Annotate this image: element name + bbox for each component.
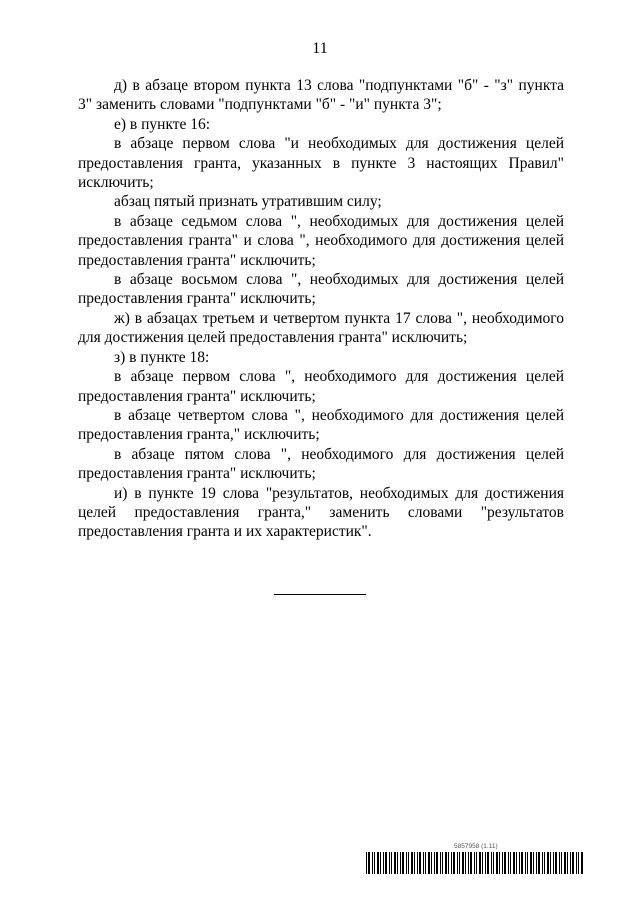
document-code: 5857958 (1.11)	[454, 843, 498, 850]
closing-divider	[274, 594, 366, 595]
document-body	[78, 76, 564, 542]
paragraph-e-4: в абзаце восьмом слова ", необходимых для достижения целей предоставления гранта" исключить;	[78, 271, 564, 308]
paragraph-z-3: в абзаце пятом слова ", необходимого для достижения целей предоставления гранта" исключить;	[78, 445, 564, 483]
document-code-area	[366, 843, 586, 874]
paragraph-i: и) в пункте 19 слова "результатов, необходимых для достижения целей предоставления гранта," заменить словами "результатов предоставления гранта и их характеристик".	[78, 484, 564, 541]
paragraph-e-2: абзац пятый признать утратившим силу;	[114, 193, 382, 211]
paragraph-e-1: в абзаце первом слова "и необходимых для достижения целей предоставления гранта, указанных в пункте 3 настоящих Правил" исключить;	[78, 135, 564, 192]
paragraph-d: д) в абзаце втором пункта 13 слова "подпунктами "б" - "з" пункта 3" заменить словами "подпунктами "б" - "и" пункта 3";	[78, 77, 564, 114]
paragraph-e-3: в абзаце седьмом слова ", необходимых для достижения целей предоставления гранта" и слова ", необходимого для достижения целей предоставления гранта" исключить;	[78, 212, 564, 269]
paragraph-z: з) в пункте 18:	[114, 348, 210, 366]
paragraph-z-2: в абзаце четвертом слова ", необходимого для достижения целей предоставления гранта," исключить;	[78, 406, 564, 444]
paragraph-e: е) в пункте 16:	[114, 115, 211, 133]
barcode-icon	[366, 852, 586, 874]
paragraph-z-1: в абзаце первом слова ", необходимого для достижения целей предоставления гранта" исключить;	[78, 368, 564, 405]
paragraph-zh: ж) в абзацах третьем и четвертом пункта 17 слова ", необходимого для достижения целей предоставления гранта" исключить;	[78, 309, 564, 347]
page-number: 11	[312, 40, 328, 57]
